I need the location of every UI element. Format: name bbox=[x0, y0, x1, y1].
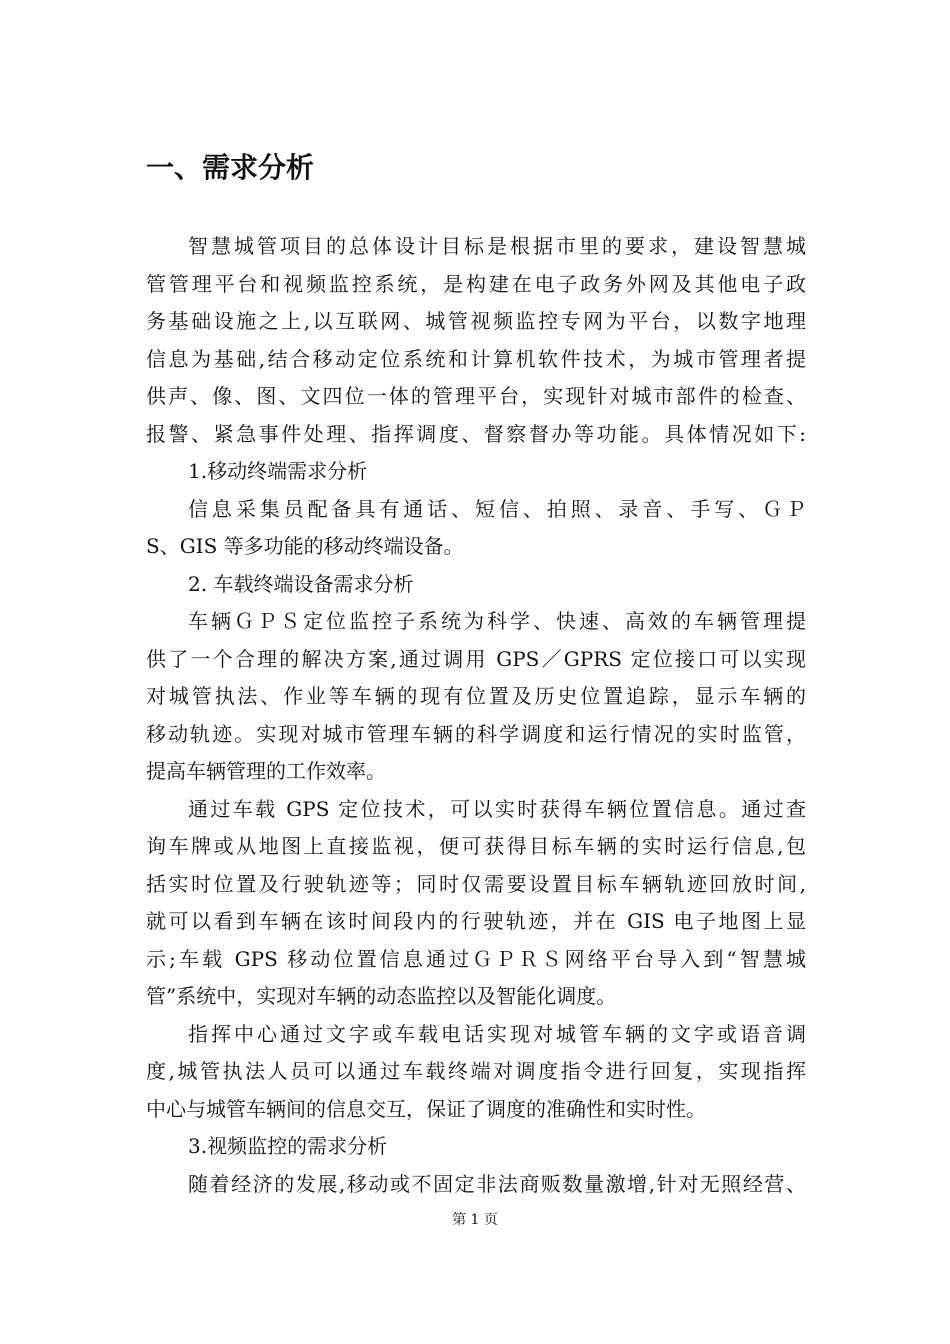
page-number: 第 1 页 bbox=[452, 1212, 498, 1228]
text-line: 括实时位置及行驶轨迹等；同时仅需要设置目标车辆轨迹回放时间, bbox=[146, 871, 806, 896]
text-line: 智慧城管项目的总体设计目标是根据市里的要求，建设智慧城 bbox=[188, 234, 806, 258]
text-line: S、GIS 等多功能的移动终端设备。 bbox=[146, 534, 464, 558]
text-line: 供了一个合理的解决方案,通过调用 GPS／GPRS 定位接口可以实现 bbox=[146, 646, 806, 671]
text-line: 指挥中心通过文字或车载电话实现对城管车辆的文字或语音调 bbox=[188, 1021, 806, 1046]
text-line: 车辆ＧＰＳ定位监控子系统为科学、快速、高效的车辆管理提 bbox=[188, 609, 806, 633]
text-line: 供声、像、图、文四位一体的管理平台，实现针对城市部件的检查、 bbox=[146, 384, 806, 408]
text-line: 信息为基础,结合移动定位系统和计算机软件技术，为城市管理者提 bbox=[146, 346, 806, 371]
text-line: 管管理平台和视频监控系统，是构建在电子政务外网及其他电子政 bbox=[146, 271, 806, 296]
text-line: 示;车载 GPS 移动位置信息通过ＧＰＲＳ网络平台导入到“智慧城 bbox=[146, 946, 806, 971]
text-line: 随着经济的发展,移动或不固定非法商贩数量激增,针对无照经营、 bbox=[188, 1171, 806, 1196]
text-line: 就可以看到车辆在该时间段内的行驶轨迹，并在 GIS 电子地图上显 bbox=[146, 909, 806, 933]
text-line: 询车牌或从地图上直接监视，便可获得目标车辆的实时运行信息,包 bbox=[146, 834, 806, 858]
text-line: 移动轨迹。实现对城市管理车辆的科学调度和运行情况的实时监管， bbox=[146, 721, 806, 746]
text-line: 提高车辆管理的工作效率。 bbox=[146, 759, 386, 783]
text-line: 管”系统中，实现对车辆的动态监控以及智能化调度。 bbox=[146, 984, 617, 1008]
text-line: 报警、紧急事件处理、指挥调度、督察督办等功能。具体情况如下: bbox=[146, 421, 806, 446]
text-line: 信息采集员配备具有通话、短信、拍照、录音、手写、ＧＰ bbox=[188, 496, 806, 521]
text-line: 中心与城管车辆间的信息交互，保证了调度的准确性和实时性。 bbox=[146, 1096, 706, 1121]
text-line: 通过车载 GPS 定位技术，可以实时获得车辆位置信息。通过查 bbox=[188, 796, 806, 821]
body-text bbox=[146, 228, 806, 1203]
text-line: 2. 车载终端设备需求分析 bbox=[188, 571, 414, 596]
text-line: 对城管执法、作业等车辆的现有位置及历史位置追踪，显示车辆的 bbox=[146, 684, 806, 708]
text-line: 度,城管执法人员可以通过车载终端对调度指令进行回复，实现指挥 bbox=[146, 1059, 806, 1083]
text-line: 1.移动终端需求分析 bbox=[188, 459, 368, 483]
section-heading: 一、需求分析 bbox=[146, 151, 315, 184]
text-line: 3.视频监控的需求分析 bbox=[188, 1134, 388, 1158]
text-line: 务基础设施之上,以互联网、城管视频监控专网为平台，以数字地理 bbox=[146, 309, 806, 333]
